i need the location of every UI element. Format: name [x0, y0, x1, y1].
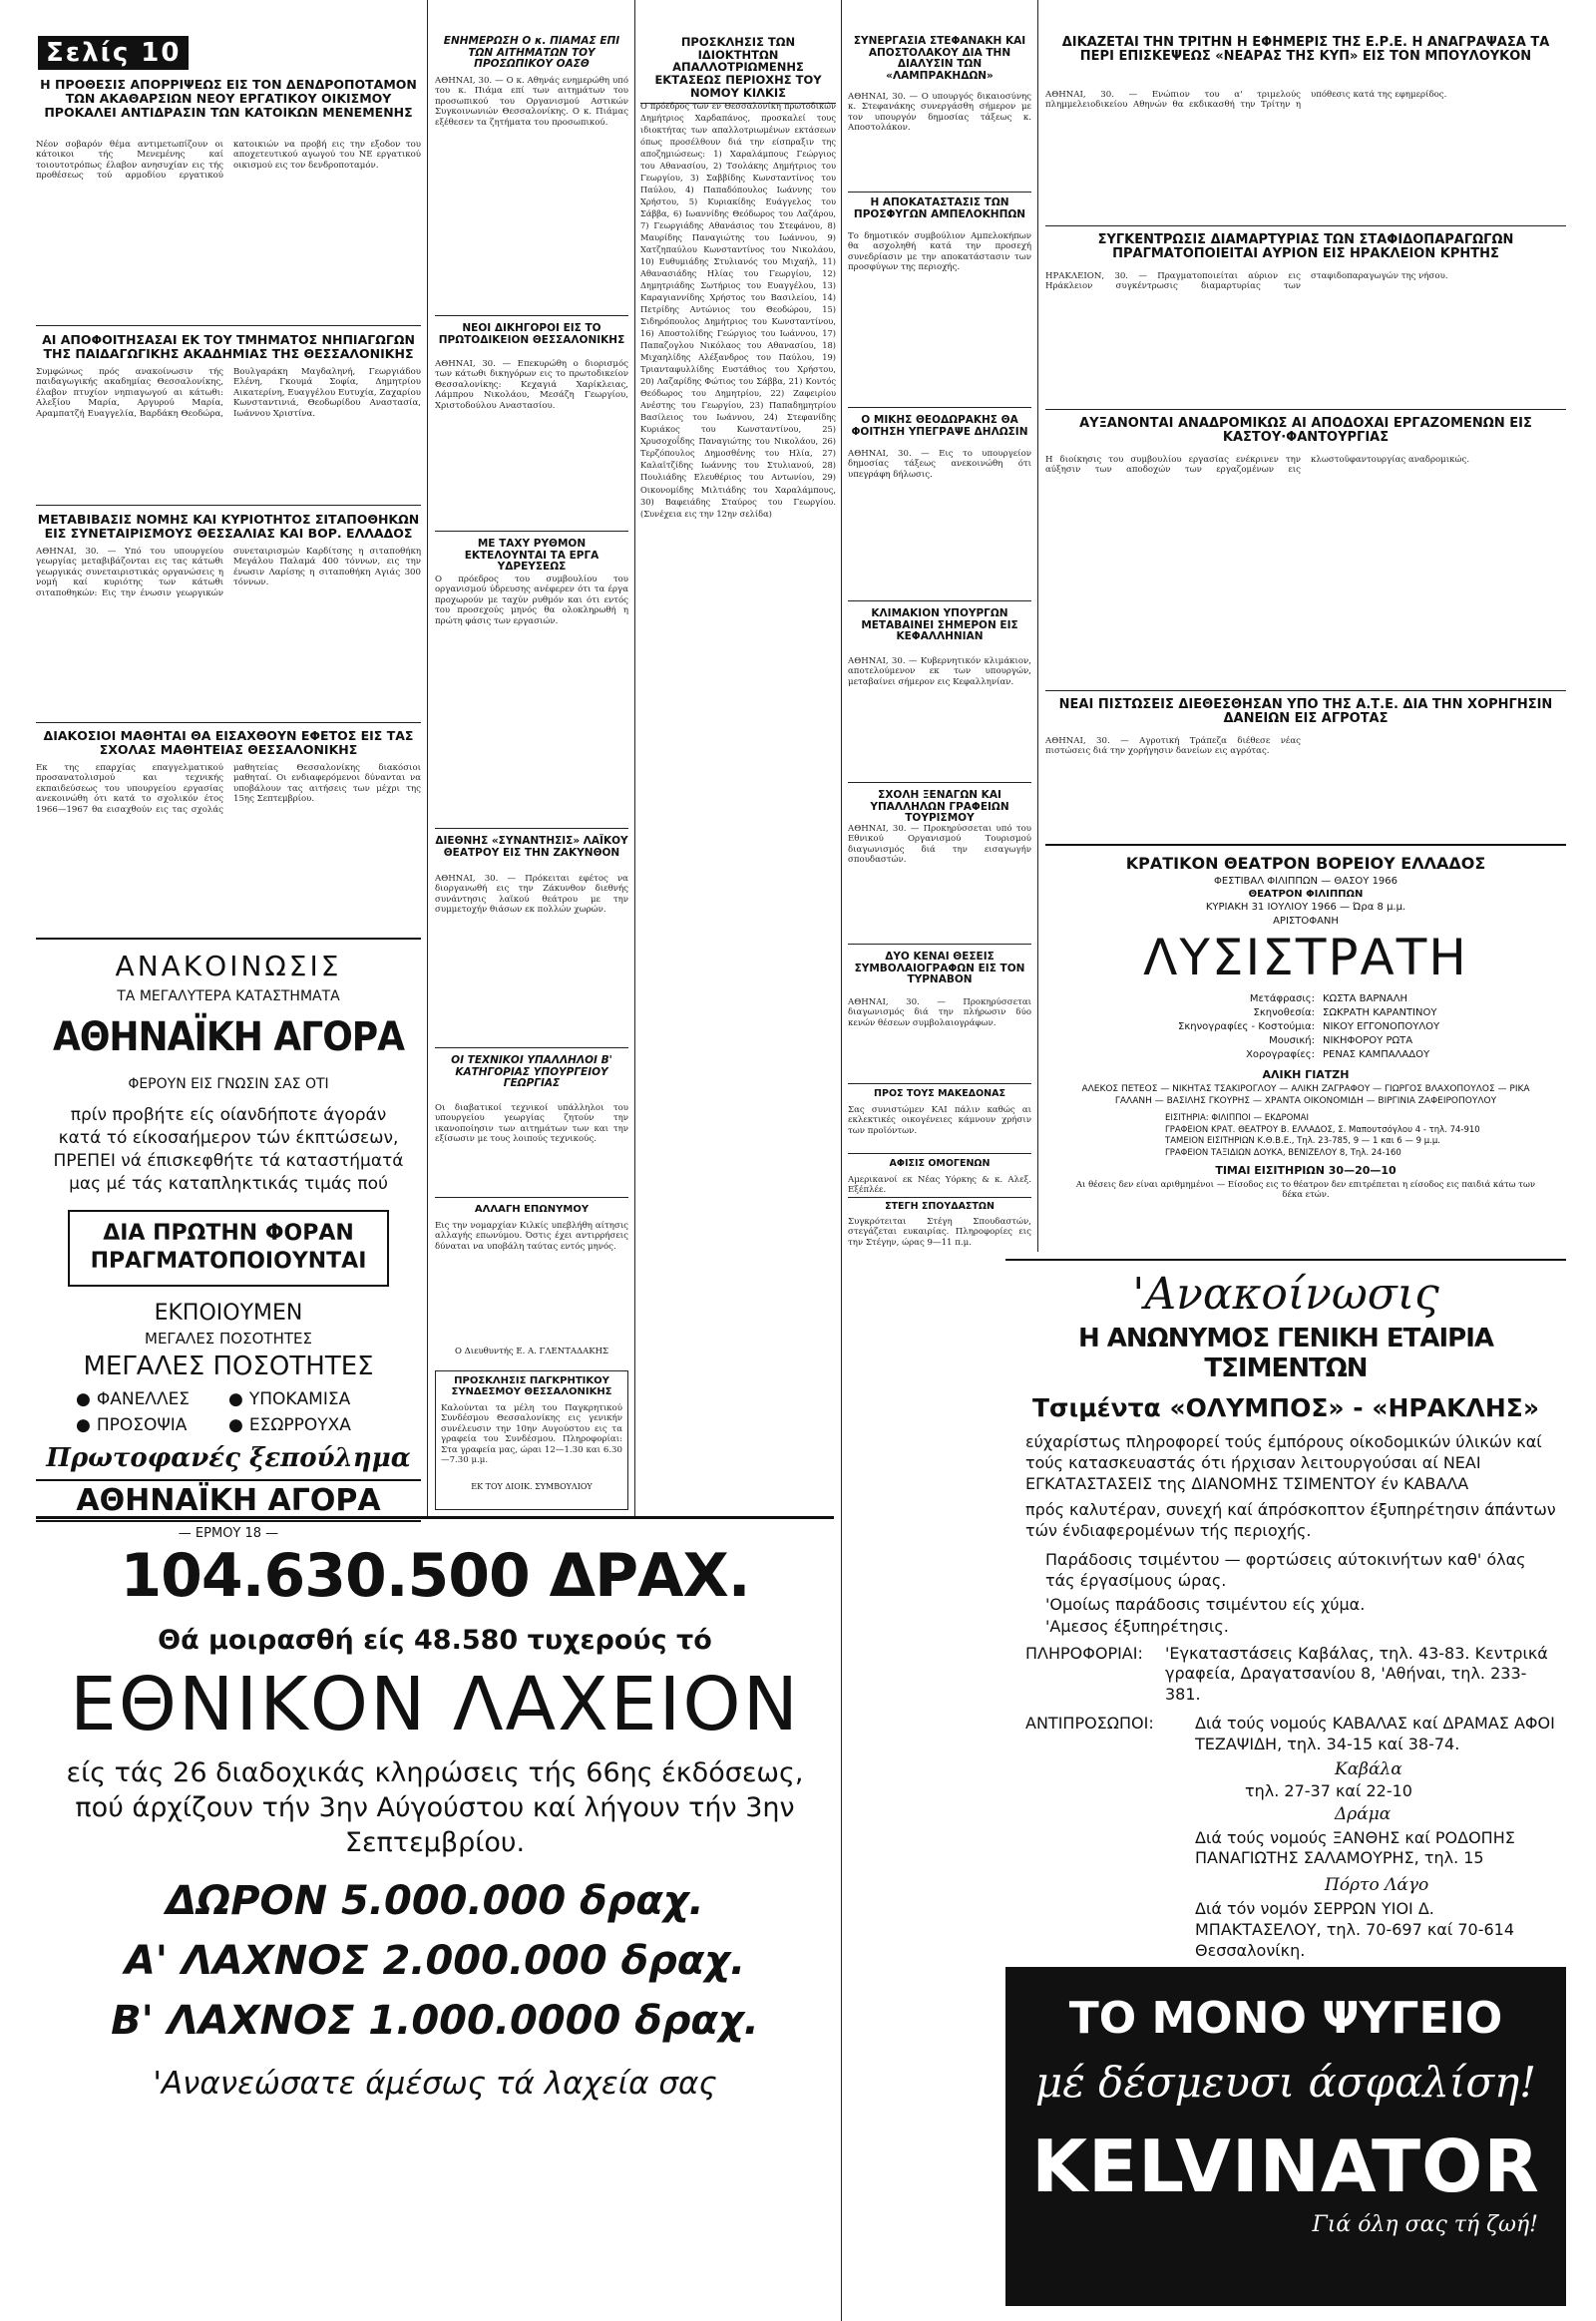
- headline-col4-6: ΔΥΟ ΚΕΝΑΙ ΘΕΣΕΙΣ ΣΥΜΒΟΛΑΙΟΓΡΑΦΩΝ ΕΙΣ ΤΟΝ ΤΥΡΝΑΒΟΝ: [854, 951, 1025, 986]
- agora-sell-big: ΜΕΓΑΛΕΣ ΠΟΣΟΤΗΤΕΣ: [83, 1351, 374, 1381]
- credit-name: ΡΕΝΑΣ ΚΑΜΠΑΛΑΔΟΥ: [1323, 1049, 1430, 1060]
- agora-subtitle: ΤΑ ΜΕΓΑΛΥΤΕΡΑ ΚΑΤΑΣΤΗΜΑΤΑ: [117, 988, 340, 1004]
- article-col1-1: Νέον σοβαρόν θέμα αντιμετωπίζουν οι κάτοικοι τής Μενεμένης καί τοιουτοτρόπως έλαβον ανησυχίαν εις τής προθέσεως τού αρμοδίου εργατικού κατοικιών να προβή εις την εξοδον του αποχετευτικού αγωγού του ΝΕ εργατικού οικισμού εις τον δενδροποταμόν.: [36, 140, 421, 182]
- kelvinator-tagline: Γιά όλη σας τή ζωή!: [1312, 2212, 1538, 2237]
- headline-col1-2: ΑΙ ΑΠΟΦΟΙΤΗΣΑΣΑΙ ΕΚ ΤΟΥ ΤΜΗΜΑΤΟΣ ΝΗΠΙΑΓΩΓΩΝ ΤΗΣ ΠΑΙΔΑΓΩΓΙΚΗΣ ΑΚΑΔΗΜΙΑΣ ΤΗΣ ΘΕΣΣΑΛΟΝΙΚΗΣ: [42, 332, 415, 361]
- column-rule-1: [427, 0, 428, 1516]
- agora-item: ● ΥΠΟΚΑΜΙΣΑ: [228, 1389, 381, 1409]
- article-col4-4: ΑΘΗΝΑΙ, 30. — Κυβερνητικόν κλιμάκιον, αποτελούμενον εκ των υπουργών, μεταβαίνει σήμερον εις Κεφαλληνίαν.: [848, 656, 1031, 687]
- agora-brand-2: ΑΘΗΝΑΪΚΗ ΑΓΟΡΑ: [36, 1479, 421, 1522]
- credit-role: Χορογραφίες:: [1246, 1049, 1315, 1060]
- headline-col2-3: ΜΕ ΤΑΧΥ ΡΥΘΜΟΝ ΕΚΤΕΛΟΥΝΤΑΙ ΤΑ ΕΡΓΑ ΥΔΡΕΥΣΕΩΣ: [464, 538, 599, 574]
- article-col4-3: ΑΘΗΝΑΙ, 30. — Εις το υπουργείον δημοσίας τάξεως ανεκοινώθη ότι υπεγράφη δήλωσις.: [848, 449, 1031, 480]
- signature-col2-7: ΕΚ ΤΟΥ ΔΙΟΙΚ. ΣΥΜΒΟΥΛΙΟΥ: [471, 1482, 593, 1491]
- cement-city-2: Δράμα: [1335, 1803, 1392, 1824]
- cement-text-5: 'Αμεσος έξυπηρέτησις.: [1045, 1616, 1229, 1636]
- article-col5-4: ΑΘΗΝΑΙ, 30. — Αγροτική Τράπεζα διέθεσε νέας πιστώσεις διά την χορήγησιν δανείων εις αγρότας.: [1045, 736, 1301, 757]
- headline-col1-1: Η ΠΡΟΘΕΣΙΣ ΑΠΟΡΡΙΨΕΩΣ ΕΙΣ ΤΟΝ ΔΕΝΔΡΟΠΟΤΑΜΟΝ ΤΩΝ ΑΚΑΘΑΡΣΙΩΝ ΝΕΟΥ ΕΡΓΑΤΙΚΟΥ ΟΙΚΙΣΜΟΥ ΠΡΟΚΑΛΕΙ ΑΝΤΙΔΡΑΣΙΝ ΤΩΝ ΚΑΤΟΙΚΩΝ ΜΕΝΕΜΕΝΗΣ: [40, 77, 417, 120]
- headline-col2-7: ΠΡΟΣΚΛΗΣΙΣ ΠΑΓΚΡΗΤΙΚΟΥ ΣΥΝΔΕΣΜΟΥ ΘΕΣΣΑΛΟΝΙΚΗΣ: [451, 1375, 612, 1397]
- article-col2-7: Καλούνται τα μέλη του Παγκρητικού Συνδέσμου Θεσσαλονίκης εις γενικήν συνέλευσιν την 10ην Αυγούστου εις τα γραφεία του Συνδέσμου. Πληροφορίαι: Στα γραφεία μας, ώραι 12—1.30 και 6.30—7.30 μ.μ.: [441, 1403, 622, 1466]
- headline-col4-2: Η ΑΠΟΚΑΤΑΣΤΑΣΙΣ ΤΩΝ ΠΡΟΣΦΥΓΩΝ ΑΜΠΕΛΟΚΗΠΩΝ: [853, 196, 1026, 220]
- theatre-lead: ΑΛΙΚΗ ΓΙΑΤΖΗ: [1262, 1068, 1350, 1081]
- theatre-date: ΚΥΡΙΑΚΗ 31 ΙΟΥΛΙΟΥ 1966 — Ώρα 8 μ.μ.: [1205, 902, 1406, 913]
- column-rule-4: [1037, 0, 1038, 1252]
- lottery-prize-gift: ΔΩΡΟΝ 5.000.000 δραχ.: [166, 1878, 704, 1925]
- article-col2-2: ΑΘΗΝΑΙ, 30. — Επεκυρώθη ο διορισμός των κάτωθι δικηγόρων εις το πρωτοδικείον Θεσσαλονίκης: Κεχαγιά Χαρίκλειας, Λάμπρου Νικολάου, Μεσάζη Γεωργίου, Χριστοδούλου Αναστασίου.: [435, 359, 628, 411]
- lottery-line1: Θά μοιρασθή είς 48.580 τυχερούς τό: [158, 1625, 712, 1656]
- article-col2-4: ΑΘΗΝΑΙ, 30. — Πρόκειται εφέτος να διοργανωθή εις την Ζάκυνθον διεθνής συνάντησις λαϊκού θεάτρου με την συμμετοχήν θιάσων εκ πολλών χωρών.: [435, 874, 628, 916]
- article-col4-8: Αμερικανοί εκ Νέας Υόρκης & κ. Αλεξ. Εξέπλέε.: [848, 1175, 1031, 1195]
- headline-col4-1: ΣΥΝΕΡΓΑΣΙΑ ΣΤΕΦΑΝΑΚΗ ΚΑΙ ΑΠΟΣΤΟΛΑΚΟΥ ΔΙΑ ΤΗΝ ΔΙΑΛΥΣΙΝ ΤΩΝ «ΛΑΜΠΡΑΚΗΔΩΝ»: [853, 35, 1026, 82]
- headline-col2-2: ΝΕΟΙ ΔΙΚΗΓΟΡΟΙ ΕΙΣ ΤΟ ΠΡΩΤΟΔΙΚΕΙΟΝ ΘΕΣΣΑΛΟΝΙΚΗΣ: [438, 322, 625, 346]
- column-rule-2: [634, 0, 635, 1516]
- panhellenic-notice: [435, 1370, 628, 1510]
- agora-item: ● ΦΑΝΕΛΛΕΣ: [76, 1389, 228, 1409]
- lottery-ad: [36, 1516, 834, 2304]
- theatre-title: ΚΡΑΤΙΚΟΝ ΘΕΑΤΡΟΝ ΒΟΡΕΙΟΥ ΕΛΛΑΔΟΣ: [1125, 854, 1486, 873]
- agora-address: — ΕΡΜΟΥ 18 —: [178, 1525, 279, 1541]
- headline-col5-1: ΔΙΚΑΖΕΤΑΙ ΤΗΝ ΤΡΙΤΗΝ Η ΕΦΗΜΕΡΙΣ ΤΗΣ Ε.Ρ.Ε. Η ΑΝΑΓΡΑΨΑΣΑ ΤΑ ΠΕΡΙ ΕΠΙΣΚΕΨΕΩΣ «ΝΕΑΡΑΣ ΤΗΣ ΚΥΠ» ΕΙΣ ΤΟΝ ΜΠΟΥΛΟΥΚΟΝ: [1061, 35, 1550, 65]
- headline-col5-2: ΣΥΓΚΕΝΤΡΩΣΙΣ ΔΙΑΜΑΡΤΥΡΙΑΣ ΤΩΝ ΣΤΑΦΙΔΟΠΑΡΑΓΩΓΩΝ ΠΡΑΓΜΑΤΟΠΟΙΕΙΤΑΙ ΑΥΡΙΟΝ ΕΙΣ ΗΡΑΚΛΕΙΟΝ ΚΡΗΤΗΣ: [1097, 232, 1514, 262]
- cement-agents: Διά τούς νομούς ΚΑΒΑΛΑΣ καί ΔΡΑΜΑΣ ΑΦΟΙ ΤΕΖΑΨΙΔΗ, τηλ. 34-15 καί 38-74.: [1195, 1713, 1555, 1753]
- lottery-name: ΕΘΝΙΚΟΝ ΛΑΧΕΙΟΝ: [70, 1662, 800, 1747]
- theatre-cast: ΑΛΕΚΟΣ ΠΕΤΕΟΣ — ΝΙΚΗΤΑΣ ΤΣΑΚΙΡΟΓΛΟΥ — ΑΛΙΚΗ ΖΑΓΡΑΦΟΥ — ΓΙΩΡΓΟΣ ΒΛΑΧΟΠΟΥΛΟΣ — ΡΙΚΑ ΓΑΛΑΝΗ — ΒΑΣΙΛΗΣ ΓΚΟΥΡΗΣ — ΧΡΑΝΤΑ ΟΙΚΟΝΟΜΙΔΗ — ΒΙΡΓΙΝΙΑ ΖΑΦΕΙΡΟΠΟΥΛΟΥ: [1081, 1084, 1530, 1106]
- credit-role: Σκηνοθεσία:: [1253, 1007, 1315, 1018]
- theatre-festival: ΦΕΣΤΙΒΑΛ ΦΙΛΙΠΠΩΝ — ΘΑΣΟΥ 1966: [1213, 876, 1398, 887]
- cement-company: Η ΑΝΩΝΥΜΟΣ ΓΕΝΙΚΗ ΕΤΑΙΡΙΑ ΤΣΙΜΕΝΤΩΝ: [1077, 1324, 1494, 1383]
- cement-title: 'Ανακοίνωσις: [1132, 1269, 1439, 1320]
- article-col2-6: Εις την νομαρχίαν Κιλκίς υπεβλήθη αίτησις αλλαγής επωνύμου. Όστις έχει αντιρρήσεις δύναται να υποβάλη ταύτας εντός μηνός.: [435, 1221, 628, 1252]
- article-col3-1: Ο πρόεδρος των εν Θεσσαλονίκη πρωτοδικών Δημήτριος Χαρδαπάνος, προσκαλεί τους ιδιοκτήτας των απαλλοτριωμένων εκτάσεων όπως προσέλθουν διά την είσπραξιν της αποζημιώσεως: 1) Χαραλάμπους Γεώργιος του Αθανασίου, 2) Τσολάκης Δημήτριος του Γεωργίου, 3) Σαββίδης Κωνσταντίνος του Παύλου, 4) Παπαδόπουλος Ιωάννης του Χρήστου, 5) Κυριακίδης Ευάγγελος του Σάββα, 6) Ιωαννίδης Θεόδωρος του Λαζάρου, 7) Γεωργιάδης Αθανάσιος του Στεφάνου, 8) Μαυρίδης Παναγιώτης του Ιωάννου, 9) Χατζηπαύλου Κωνσταντίνος του Νικολάου, 10) Ευθυμιάδης Στυλιανός του Μιχαήλ, 11) Αθανασιάδης Ηλίας του Γεωργίου, 12) Δημητριάδης Σωτήριος του Ευαγγέλου, 13) Καραγιαννίδης Χρήστος του Βασιλείου, 14) Πετρίδης Αντώνιος του Θεοδώρου, 15) Σιδηρόπουλος Δημήτριος του Κωνσταντίνου, 16) Αποστολίδης Γεώργιος του Ιωάννου, 17) Παπαζογλου Νικόλαος του Αθανασίου, 18) Μιχαηλίδης Αλέξανδρος του Παύλου, 19) Τριανταφυλλίδης Ευστάθιος του Χρήστου, 20) Λαζαρίδης Φώτιος του Σάββα, 21) Κοντός Θεόδωρος του Δημητρίου, 22) Ζαφειρίου Ανέστης του Γεωργίου, 23) Παπαδημητρίου Βασίλειος του Ιωάννου, 24) Στεφανίδης Κυριάκος του Κωνσταντίνου, 25) Χρυσοχοΐδης Παναγιώτης του Νικολάου, 26) Τερζόπουλος Δημοσθένης του Ηλία, 27) Καλαϊτζίδης Ιωάννης του Στυλιανού, 28) Πουλιάδης Ελευθέριος του Αντωνίου, 29) Οικονομίδης Μιλτιάδης του Χαραλάμπους, 30) Βαφειάδης Σταύρος του Γεωργίου. (Συνέχεια εις την 12ην σελίδα): [640, 101, 836, 519]
- cement-info-label: ΠΛΗΡΟΦΟΡΙΑΙ:: [1025, 1643, 1143, 1663]
- article-col1-2: Συμφώνως πρός ανακοίνωσιν τής παιδαγωγικής ακαδημίας Θεσσαλονίκης, έλαβον πτυχίον νηπιαγωγού αι κάτωθι: Αλεξίου Μαρία, Αργυρού Μαρία, Αραμπατζή Ευαγγελία, Βαρδάκη Θεοδώρα, Βουλγαράκη Μαγδαληνή, Γεωργιάδου Ελένη, Γκουμά Σοφία, Δημητρίου Αικατερίνη, Ευαγγέλου Ευτυχία, Ζαχαρίου Κωνσταντινιά, Θεοδωρίδου Αναστασία, Ιωάννου Χριστίνα.: [36, 367, 421, 419]
- cement-text-3: Παράδοσις τσιμέντου — φορτώσεις αύτοκινήτων καθ' όλας τάς έργασίμους ώρας.: [1045, 1549, 1526, 1590]
- credit-role: Σκηνογραφίες - Κοστούμια:: [1178, 1021, 1315, 1032]
- cement-agent-2: Διά τούς νομούς ΞΑΝΘΗΣ καί ΡΟΔΟΠΗΣ ΠΑΝΑΓΙΩΤΗΣ ΣΑΛΑΜΟΥΡΗΣ, τηλ. 15: [1195, 1827, 1515, 1868]
- theatre-tickets: [1165, 1113, 1566, 1159]
- agora-item: ● ΕΣΩΡΡΟΥΧΑ: [228, 1415, 381, 1435]
- agora-item: ● ΠΡΟΣΟΨΙΑ: [76, 1415, 228, 1435]
- article-col4-7: Σας συνιστώμεν ΚΑΙ πάλιν καθώς αι εκλεκτικές οικογένειες κάμνουν χρήσιν των προϊόντων.: [848, 1105, 1031, 1136]
- agora-slogan: Πρωτοφανές ξεπούλημα: [46, 1442, 411, 1473]
- column-rule-3: [841, 0, 842, 2321]
- cement-brands: Τσιμέντα «ΟΛΥΜΠΟΣ» - «ΗΡΑΚΛΗΣ»: [1032, 1393, 1539, 1422]
- agora-sell-sub: ΜΕΓΑΛΕΣ ΠΟΣΟΤΗΤΕΣ: [145, 1329, 312, 1348]
- theatre-venue: ΘΕΑΤΡΟΝ ΦΙΛΙΠΠΩΝ: [1248, 889, 1364, 900]
- agora-sell: ΕΚΠΟΙΟΥΜΕΝ: [154, 1300, 303, 1326]
- cement-tel-1: τηλ. 27-37 καί 22-10: [1245, 1780, 1412, 1800]
- page-number-banner: [38, 36, 257, 70]
- theatre-credits: [1165, 992, 1566, 1062]
- ticket-line: ΓΡΑΦΕΙΟΝ ΚΡΑΤ. ΘΕΑΤΡΟΥ Β. ΕΛΛΑΔΟΣ, Σ. Μαπουτσόγλου 4 - τηλ. 74-910: [1165, 1124, 1480, 1135]
- credit-role: Μετάφρασις:: [1249, 993, 1315, 1004]
- article-col5-2: ΗΡΑΚΛΕΙΟΝ, 30. — Πραγματοποιείται αύριον εις Ηράκλειον συγκέντρωσις διαμαρτυρίας των σταφιδοπαραγωγών της νήσου.: [1045, 271, 1448, 292]
- headline-col2-1: ΕΝΗΜΕΡΩΣΗ Ο κ. ΠΙΑΜΑΣ ΕΠΙ ΤΩΝ ΑΙΤΗΜΑΤΩΝ ΤΟΥ ΠΡΟΣΩΠΙΚΟΥ ΟΑΣΘ: [443, 35, 620, 71]
- headline-col2-6: ΑΛΛΑΓΗ ΕΠΩΝΥΜΟΥ: [474, 1204, 590, 1215]
- headline-col4-4: ΚΛΙΜΑΚΙΟΝ ΥΠΟΥΡΓΩΝ ΜΕΤΑΒΑΙΝΕΙ ΣΗΜΕΡΟΝ ΕΙΣ ΚΕΦΑΛΛΗΝΙΑΝ: [861, 607, 1018, 643]
- ticket-line: ΕΙΣΙΤΗΡΙΑ: ΦΙΛΙΠΠΟΙ — ΕΚΔΡΟΜΑΙ: [1165, 1113, 1309, 1124]
- article-col2-1: ΑΘΗΝΑΙ, 30. — Ο κ. Αθηνάς ενημερώθη υπό του κ. Πιάμα επί των αιτημάτων του προσωπικού του Οργανισμού Αστικών Συγκοινωνιών Θεσσαλονίκης. Ο κ. Πιάμας εξέθεσεν τα ζητήματα του προσωπικού.: [435, 76, 628, 128]
- theatre-author: ΑΡΙΣΤΟΦΑΝΗ: [1273, 916, 1339, 927]
- headline-col4-5: ΣΧΟΛΗ ΞΕΝΑΓΩΝ ΚΑΙ ΥΠΑΛΛΗΛΩΝ ΓΡΑΦΕΙΩΝ ΤΟΥΡΙΣΜΟΥ: [870, 789, 1009, 825]
- article-col5-1: ΑΘΗΝΑΙ, 30. — Ενώπιον του α' τριμελούς πλημμελειοδικείου Αθηνών θα εκδικασθή την Τρίτην η υπόθεσις κατά της εφημερίδος.: [1045, 90, 1447, 111]
- headline-col4-3: Ο ΜΙΚΗΣ ΘΕΟΔΩΡΑΚΗΣ ΘΑ ΦΟΙΤΗΣΗ ΥΠΕΓΡΑΨΕ ΔΗΛΩΣΙΝ: [851, 414, 1028, 438]
- ticket-line: ΓΡΑΦΕΙΟΝ ΤΑΞΙΔΙΩΝ ΔΟΥΚΑ, ΒΕΝΙΖΕΛΟΥ 8, Τηλ. 24-160: [1165, 1147, 1401, 1158]
- cement-city-1: Καβάλα: [1335, 1758, 1402, 1779]
- headline-col4-8: ΑΦΙΣΙΣ ΟΜΟΓΕΝΩΝ: [889, 1158, 991, 1169]
- theatre-note: Αι θέσεις δεν είναι αριθμημένοι — Είσοδος εις το θέατρον δεν επιτρέπεται η είσοδος εις παιδιά κάτω των δέκα ετών.: [1075, 1180, 1536, 1201]
- agora-brand: ΑΘΗΝΑΪΚΗ ΑΓΟΡΑ: [52, 1014, 404, 1060]
- article-col1-4: Εκ της επαρχίας επαγγελματικού προσανατολισμού και τεχνικής εκπαιδεύσεως του υπουργείου εργασίας ανεκοινώθη ότι κατά το σχολικόν έτος 1966—1967 θα εισαχθούν εις τας σχολάς μαθητείας Θεσσαλονίκης διακόσιοι μαθηταί. Οι ενδιαφερόμενοι δύνανται να υποβάλουν τας αιτήσεις των μέχρι της 15ης Σεπτεμβρίου.: [36, 763, 421, 815]
- cement-text-2: πρός καλυτέραν, συνεχή καί άπρόσκοπτον έξυπηρέτησιν άπάντων τών ένδιαφερομένων τής περιοχής.: [1025, 1500, 1556, 1541]
- article-col2-5: Οι διαβατικοί τεχνικοί υπάλληλοι του υπουργείου γεωργίας ζητούν την ικανοποίησιν των αιτημάτων των και την εξίσωσιν με τους λοιπούς τεχνικούς.: [435, 1103, 628, 1145]
- cement-city-3: Πόρτο Λάγο: [1325, 1875, 1429, 1896]
- theatre-ad: [1045, 844, 1566, 1251]
- kelvinator-headline: ΤΟ ΜΟΝΟ ΨΥΓΕΙΟ: [1068, 1993, 1503, 2044]
- article-col4-9: Συγκρότειται Στέγη Σπουδαστών, στεγάζεται ευκαιρίας. Πληροφορίες εις την Στέγην, ώρας 9—11 π.μ.: [848, 1217, 1031, 1248]
- signature-col2-6: Ο Διευθυντής Ε. Α. ΓΛΕΝΤΑΔΑΚΗΣ: [454, 1347, 609, 1356]
- lottery-line2: είς τάς 26 διαδοχικάς κληρώσεις τής 66ης έκδόσεως, πού άρχίζουν τήν 3ην Αύγούστου καί λήγουν τήν 3ην Σεπτεμβρίου.: [66, 1757, 804, 1859]
- agora-announce-title: ΑΝΑΚΟΙΝΩΣΙΣ: [115, 950, 342, 982]
- headline-col5-4: ΝΕΑΙ ΠΙΣΤΩΣΕΙΣ ΔΙΕΘΕΣΘΗΣΑΝ ΥΠΟ ΤΗΣ Α.Τ.Ε. ΔΙΑ ΤΗΝ ΧΟΡΗΓΗΣΙΝ ΔΑΝΕΙΩΝ ΕΙΣ ΑΓΡΟΤΑΣ: [1058, 697, 1553, 727]
- headline-col4-7: ΠΡΟΣ ΤΟΥΣ ΜΑΚΕΔΟΝΑΣ: [874, 1088, 1005, 1099]
- theatre-prices: ΤΙΜΑΙ ΕΙΣΙΤΗΡΙΩΝ 30—20—10: [1215, 1164, 1396, 1178]
- lottery-footer: 'Ανανεώσατε άμέσως τά λαχεία σας: [153, 2066, 717, 2103]
- headline-col1-3: ΜΕΤΑΒΙΒΑΣΙΣ ΝΟΜΗΣ ΚΑΙ ΚΥΡΙΟΤΗΤΟΣ ΣΙΤΑΠΟΘΗΚΩΝ ΕΙΣ ΣΥΝΕΤΑΙΡΙΣΜΟΥΣ ΘΕΣΣΑΛΙΑΣ ΚΑΙ ΒΟΡ. ΕΛΛΑΔΟΣ: [37, 512, 420, 541]
- agora-notify: ΦΕΡΟΥΝ ΕΙΣ ΓΝΩΣΙΝ ΣΑΣ ΟΤΙ: [128, 1076, 329, 1092]
- agora-text: πρίν προβήτε είς οίανδήποτε άγοράν κατά τό είκοσαήμερον τών έκπτώσεων, ΠΡΕΠΕΙ νά έπισκεφθήτε τά καταστήματά μας μέ τάς καταπληκτικάς τιμάς πού: [53, 1105, 404, 1194]
- theatre-play: ΛΥΣΙΣΤΡΑΤΗ: [1143, 929, 1468, 986]
- kelvinator-brand: KELVINATOR: [1031, 2125, 1540, 2208]
- lottery-prize-b: Β' ΛΑΧΝΟΣ 1.000.0000 δραχ.: [111, 1998, 759, 2045]
- credit-name: ΝΙΚΗΦΟΡΟΥ ΡΩΤΑ: [1323, 1035, 1413, 1046]
- agora-first-time-box: ΔΙΑ ΠΡΩΤΗΝ ΦΟΡΑΝ ΠΡΑΓΜΑΤΟΠΟΙΟΥΝΤΑΙ: [68, 1210, 389, 1287]
- article-col5-3: Η διοίκησις του συμβουλίου εργασίας ενέκρινεν την αύξησιν των αποδοχών των εργαζομένων εις κλωστοϋφαντουργίας αναδρομικώς.: [1045, 455, 1470, 476]
- cement-text-4: 'Ομοίως παράδοσις τσιμέντου είς χύμα.: [1045, 1594, 1366, 1614]
- page-number: Σελίς 10: [38, 36, 189, 70]
- lottery-prize-a: Α' ΛΑΧΝΟΣ 2.000.000 δραχ.: [124, 1938, 746, 1985]
- credit-name: ΣΩΚΡΑΤΗ ΚΑΡΑΝΤΙΝΟΥ: [1323, 1007, 1437, 1018]
- credit-name: ΝΙΚΟΥ ΕΓΓΟΝΟΠΟΥΛΟΥ: [1323, 1021, 1440, 1032]
- article-col1-3: ΑΘΗΝΑΙ, 30. — Υπό του υπουργείου γεωργίας μεταβιβάζονται εις τας κάτωθι γεωργικάς συνεταιριστικάς οργανώσεις η νομή καί κυριότης των κάτωθι σιταποθηκών: Εις την ένωσιν γεωργικών συνεταιρισμών Καρδίτσης η σιταποθήκη Μεγάλου Παλαμά 400 τόννων, εις την ένωσιν Λαρίσης η σιταποθήκη Αγιάς 300 τόννων.: [36, 547, 421, 598]
- cement-agents-label: ΑΝΤΙΠΡΟΣΩΠΟΙ:: [1025, 1713, 1154, 1733]
- article-col4-2: Το δημοτικόν συμβούλιον Αμπελοκήπων θα ασχοληθή κατά την προσεχή συνεδρίασιν με την αποκατάστασιν των προσφύγων της περιοχής.: [848, 231, 1031, 273]
- headline-col1-4: ΔΙΑΚΟΣΙΟΙ ΜΑΘΗΤΑΙ ΘΑ ΕΙΣΑΧΘΟΥΝ ΕΦΕΤΟΣ ΕΙΣ ΤΑΣ ΣΧΟΛΑΣ ΜΑΘΗΤΕΙΑΣ ΘΕΣΣΑΛΟΝΙΚΗΣ: [43, 728, 414, 757]
- kelvinator-ad: [1005, 1967, 1566, 2306]
- lottery-amount: 104.630.500 ΔΡΑΧ.: [120, 1541, 750, 1611]
- cement-ad: [1005, 1259, 1566, 1960]
- credit-name: ΚΩΣΤΑ ΒΑΡΝΑΛΗ: [1323, 993, 1408, 1004]
- ticket-line: ΤΑΜΕΙΟΝ ΕΙΣΙΤΗΡΙΩΝ Κ.Θ.Β.Ε., Τηλ. 23-785, 9 — 1 και 6 — 9 μ.μ.: [1165, 1136, 1440, 1147]
- article-col2-3: Ο πρόεδρος του συμβουλίου του οργανισμού ύδρευσης ανέφερεν ότι τα έργα προχωρούν με ταχύν ρυθμόν και ότι εντός του προσεχούς μηνός θα ολοκληρωθή η πρώτη φάσις των εργασιών.: [435, 575, 628, 626]
- credit-role: Μουσική:: [1269, 1035, 1315, 1046]
- cement-text-1: εύχαρίστως πληροφορεί τούς έμπόρους οίκοδομικών ύλικών καί τούς κατασκευαστάς ότι ήρχισαν λειτουργούσαι αί ΝΕΑΙ ΕΓΚΑΤΑΣΤΑΣΕΙΣ της ΔΙΑΝΟΜΗΣ ΤΣΙΜΕΝΤΟΥ έν ΚΑΒΑΛΑ: [1025, 1432, 1542, 1493]
- headline-col3-1: ΠΡΟΣΚΛΗΣΙΣ ΤΩΝ ΙΔΙΟΚΤΗΤΩΝ ΑΠΑΛΛΟΤΡΙΩΜΕΝΗΣ ΕΚΤΑΣΕΩΣ ΠΕΡΙΟΧΗΣ ΤΟΥ ΝΟΜΟΥ ΚΙΛΚΙΣ: [640, 36, 836, 104]
- article-col4-6: ΑΘΗΝΑΙ, 30. — Προκηρύσσεται διαγωνισμός διά την πλήρωσιν δύο κενών θέσεων συμβολαιογράφων.: [848, 997, 1031, 1028]
- headline-col2-5: ΟΙ ΤΕΧΝΙΚΟΙ ΥΠΑΛΛΗΛΟΙ Β' ΚΑΤΗΓΟΡΙΑΣ ΥΠΟΥΡΓΕΙΟΥ ΓΕΩΡΓΙΑΣ: [451, 1054, 612, 1090]
- article-col4-1: ΑΘΗΝΑΙ, 30. — Ο υπουργός δικαιοσύνης κ. Στεφανάκης συνεργάσθη σήμερον με τον υπουργόν δημοσίας τάξεως κ. Αποστολάκον.: [848, 92, 1031, 134]
- article-col4-5: ΑΘΗΝΑΙ, 30. — Προκηρύσσεται υπό του Εθνικού Οργανισμού Τουρισμού διαγωνισμός διά την εισαγωγήν σπουδαστών.: [848, 824, 1031, 866]
- cement-agent-3: Διά τόν νομόν ΣΕΡΡΩΝ ΥΙΟΙ Δ. ΜΠΑΚΤΑΣΕΛΟΥ, τηλ. 70-697 καί 70-614 Θεσσαλονίκη.: [1195, 1899, 1515, 1960]
- headline-col4-9: ΣΤΕΓΗ ΣΠΟΥΔΑΣΤΩΝ: [885, 1201, 995, 1212]
- headline-col2-4: ΔΙΕΘΝΗΣ «ΣΥΝΑΝΤΗΣΙΣ» ΛΑΪΚΟΥ ΘΕΑΤΡΟΥ ΕΙΣ ΤΗΝ ΖΑΚΥΝΘΟΝ: [435, 835, 628, 859]
- kelvinator-script: μέ δέσμευσι άσφαλίση!: [1034, 2058, 1537, 2107]
- cement-info: 'Εγκαταστάσεις Καβάλας, τηλ. 43-83. Κεντρικά γραφεία, Δραγατσανίου 8, 'Αθήναι, τηλ. 233-381.: [1165, 1643, 1548, 1705]
- headline-col5-3: ΑΥΞΑΝΟΝΤΑΙ ΑΝΑΔΡΟΜΙΚΩΣ ΑΙ ΑΠΟΔΟΧΑΙ ΕΡΓΑΖΟΜΕΝΩΝ ΕΙΣ ΚΑΣΤΟΥ·ΦΑΝΤΟΥΡΓΙΑΣ: [1079, 416, 1532, 446]
- agora-ad: [36, 938, 421, 1541]
